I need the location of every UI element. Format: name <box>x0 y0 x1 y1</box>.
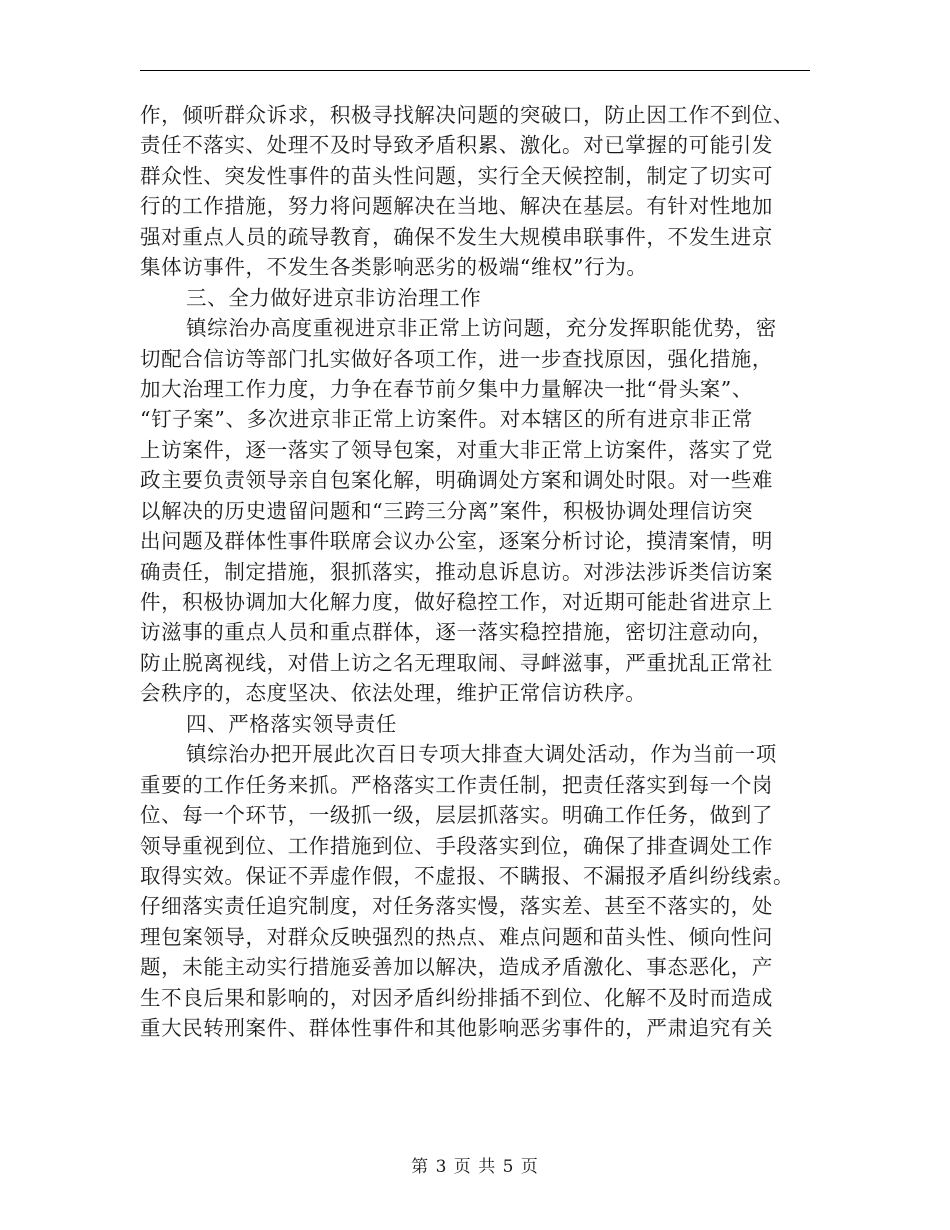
text-line: 行的工作措施，努力将问题解决在当地、解决在基层。有针对性地加 <box>140 194 773 219</box>
text-line: 确责任，制定措施，狠抓落实，推动息诉息访。对涉法涉诉类信访案 <box>140 559 773 584</box>
text-line: 镇综治办把开展此次百日专项大排查大调处活动，作为当前一项 <box>186 742 777 767</box>
text-line: 件，积极协调加大化解力度，做好稳控工作，对近期可能赴省进京上 <box>140 590 773 614</box>
text-line: 理包案领导，对群众反映强烈的热点、难点问题和苗头性、倾向性问 <box>140 924 773 949</box>
document-body <box>140 100 810 1044</box>
text-line: 镇综治办高度重视进京非正常上访问题，充分发挥职能优势，密 <box>186 316 777 341</box>
header-rule <box>140 70 810 71</box>
text-line: 访滋事的重点人员和重点群体，逐一落实稳控措施，密切注意动向， <box>140 620 773 645</box>
text-line: 题，未能主动实行措施妥善加以解决，造成矛盾激化、事态恶化，产 <box>140 955 773 980</box>
text-line: “钉子案”、多次进京非正常上访案件。对本辖区的所有进京非正常 <box>140 407 753 432</box>
text-line: 取得实效。保证不弄虚作假，不虚报、不瞒报、不漏报矛盾纠纷线索。 <box>140 863 795 888</box>
text-line: 群众性、突发性事件的苗头性问题，实行全天候控制，制定了切实可 <box>140 163 773 188</box>
page-number: 第 3 页 共 5 页 <box>411 1157 539 1177</box>
text-line: 作，倾听群众诉求，积极寻找解决问题的突破口，防止因工作不到位、 <box>140 103 795 127</box>
text-line: 会秩序的，态度坚决、依法处理，维护正常信访秩序。 <box>140 681 647 706</box>
text-line: 集体访事件，不发生各类影响恶劣的极端“维权”行为。 <box>140 255 648 280</box>
text-line: 领导重视到位、工作措施到位、手段落实到位，确保了排查调处工作 <box>140 833 773 858</box>
text-line: 强对重点人员的疏导教育，确保不发生大规模串联事件，不发生进京 <box>140 224 773 249</box>
text-line: 位、每一个环节，一级抓一级，层层抓落实。明确工作任务，做到了 <box>140 803 773 828</box>
section-heading: 四、严格落实领导责任 <box>186 711 397 736</box>
text-line: 重要的工作任务来抓。严格落实工作责任制，把责任落实到每一个岗 <box>140 772 773 797</box>
text-line: 重大民转刑案件、群体性事件和其他影响恶劣事件的，严肃追究有关 <box>140 1016 773 1041</box>
section-heading: 三、全力做好进京非访治理工作 <box>186 285 482 310</box>
text-line: 出问题及群体性事件联席会议办公室，逐案分析讨论，摸清案情，明 <box>140 529 773 554</box>
text-line: 切配合信访等部门扎实做好各项工作，进一步查找原因，强化措施， <box>140 346 773 371</box>
text-line: 责任不落实、处理不及时导致矛盾积累、激化。对已掌握的可能引发 <box>140 133 773 158</box>
text-line: 政主要负责领导亲自包案化解，明确调处方案和调处时限。对一些难 <box>140 468 773 493</box>
text-line: 生不良后果和影响的，对因矛盾纠纷排插不到位、化解不及时而造成 <box>140 985 773 1010</box>
text-line: 防止脱离视线，对借上访之名无理取闹、寻衅滋事，严重扰乱正常社 <box>140 650 773 675</box>
text-line: 以解决的历史遗留问题和“三跨三分离”案件，积极协调处理信访突 <box>140 498 753 523</box>
text-line: 仔细落实责任追究制度，对任务落实慢，落实差、甚至不落实的，处 <box>140 894 773 919</box>
text-line: 上访案件，逐一落实了领导包案，对重大非正常上访案件，落实了党 <box>140 437 773 462</box>
text-line: 加大治理工作力度，力争在春节前夕集中力量解决一批“骨头案”、 <box>140 376 753 401</box>
